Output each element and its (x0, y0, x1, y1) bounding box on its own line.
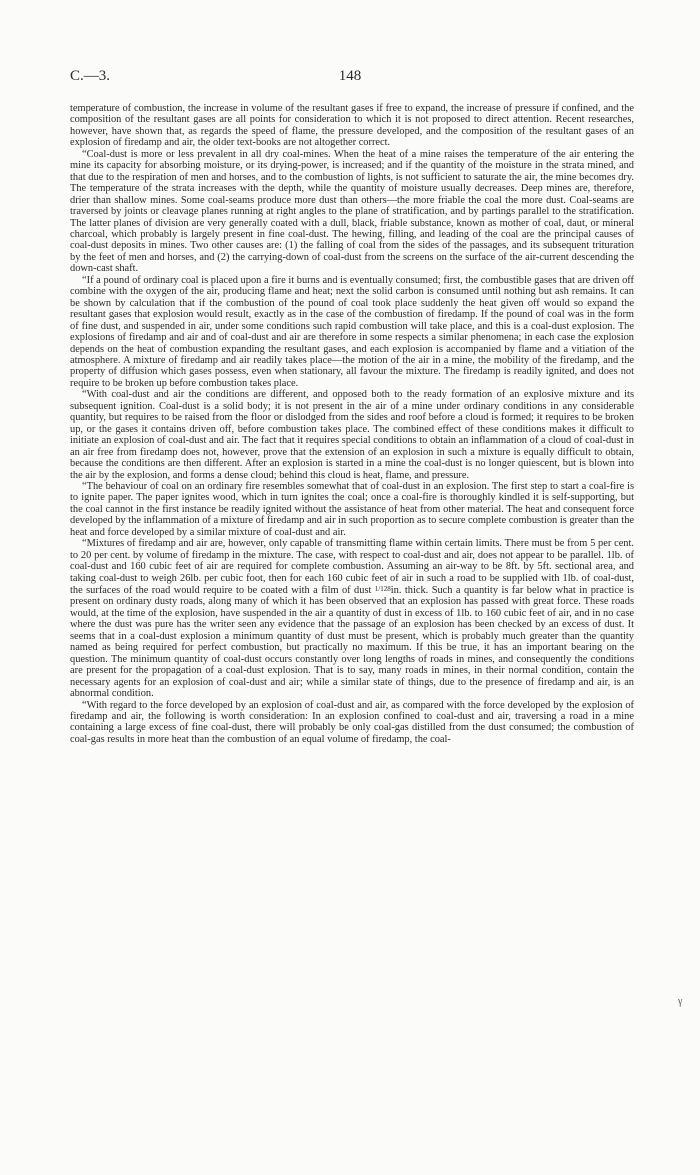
paragraph: “With coal-dust and air the conditions are different, and opposed both to the ready formation of an explosive mixture and its subsequent ignition. Coal-dust is a solid body; it is not present in the air of a mine under ordinary conditions in any considerable quantity, but requires to be raised from the floor or dislodged from the sides and roof before a cloud is formed; it requires to be broken up, or the gases it contains driven off, before combustion takes place. The combined effect of these conditions makes it difficult to initiate an explosion of coal-dust and air. The fact that it requires special conditions to obtain an inflammation of a cloud of coal-dust in an air free from firedamp does not, however, prove that the extension of an explosion in such a mixture is equally difficult to obtain, because the conditions are then different. After an explosion is started in a mine the coal-dust is no longer quiescent, but is blown into the air by the explosion, and forms a dense cloud; behind this cloud is heat, flame, and pressure. (70, 389, 634, 481)
report-reference: C.—3. (70, 68, 111, 84)
page-header (60, 68, 640, 88)
body-text (70, 103, 634, 745)
margin-mark: γ (678, 996, 683, 1007)
paragraph-text: in. thick. Such a quantity is far below what in practice is present on ordinary dusty roads, along many of which it has been observed that an explosion has passed with great force. These roads would, at the time of the explosion, have suspended in the air a quantity of dust in excess of 1lb. to 160 cubic feet of air, and in no case where the dust was pure has the writer seen any evidence that the passage of an explosion has been checked by an excess of dust. It seems that in a coal-dust explosion a minimum quantity of dust must be present, which is probably much greater than the quantity named as being required for perfect combustion, but practically no maximum. If this be true, it has an important bearing on the question. The minimum quantity of coal-dust occurs constantly over long lengths of roads in mines, and consequently the conditions are present for the propagation of a coal-dust explosion. That is to say, many roads in mines, in their normal condition, contain the necessary agents for an explosion of coal-dust and air; while a similar state of things, due to the presence of firedamp and air, is an abnormal condition. (70, 585, 634, 700)
paragraph: “If a pound of ordinary coal is placed upon a fire it burns and is eventually consumed; first, the combustible gases that are driven off combine with the oxygen of the air, producing flame and heat; next the solid carbon is consumed until nothing but ash remains. It can be shown by calculation that if the combustion of the pound of coal took place suddenly the heat given off would so expand the resultant gases that explosion would result, exactly as in the case of the combustion of firedamp. If the pound of coal was in the form of fine dust, and suspended in air, under some conditions such rapid combustion will take place, and this is a coal-dust explosion. The explosions of firedamp and air and of coal-dust and air are therefore in some respects a similar phenomena; in each case the explosion depends on the heat of combustion expanding the resultant gases, and each explosion is accompanied by flame and a vitiation of the atmosphere. A mixture of firedamp and air readily takes place—the motion of the air in a mine, the mobility of the firedamp, and the property of diffusion which gases possess, even when stationary, all favour the mixture. The firedamp is readily ignited, and does not require to be broken up before combustion takes place. (70, 274, 634, 389)
paragraph-text: “Mixtures of firedamp and air are, however, only capable of transmitting flame within certain limits. There must be from 5 per cent. to 20 per cent. by volume of firedamp in the mixture. The case, with respect to coal-dust and air, does not appear to be parallel. 1lb. of coal-dust and 160 cubic feet of air are required for complete combustion. Assuming an air-way to be 8ft. by 5ft. sectional area, and taking coal-dust to weigh 26lb. per cubic foot, then for each 160 cubic feet of air in such a road to be supplied with 1lb. of coal-dust, the surfaces of the road would require to be coated with a film of dust (70, 538, 634, 597)
paragraph: “With regard to the force developed by an explosion of coal-dust and air, as compared with the force developed by the explosion of firedamp and air, the following is worth consideration: In an explosion confined to coal-dust and air, traversing a road in a mine containing a large excess of fine coal-dust, there will probably be only coal-gas distilled from the dust consumed; the combustion of coal-gas results in more heat than the combustion of an equal volume of firedamp, the coal- (70, 699, 634, 745)
paragraph: temperature of combustion, the increase in volume of the resultant gases if free to expand, the increase of pressure if confined, and the composition of the resultant gases are all points for consideration to which it is not proposed to direct attention. Recent researches, however, have shown that, as regards the speed of flame, the pressure developed, and the composition of the resultant gases of an explosion of firedamp and air, the older text-books are not altogether correct. (70, 103, 634, 149)
paragraph: “Coal-dust is more or less prevalent in all dry coal-mines. When the heat of a mine raises the temperature of the air entering the mine its capacity for absorbing moisture, or its drying-power, is increased; and if the quantity of the moisture in the strata mined, and that due to the respiration of men and horses, and to the combustion of lights, is not sufficient to saturate the air, the mine becomes dry. The temperature of the strata increases with the depth, while the quantity of moisture usually decreases. Deep mines are, therefore, drier than shallow mines. Some coal-seams produce more dust than others—the more friable the coal the more dust. Coal-seams are traversed by joints or cleavage planes running at right angles to the plane of stratification, and by partings parallel to the stratification. The latter planes of division are very generally coated with a dull, black, friable substance, known as mother of coal, daut, or mineral charcoal, which probably is largely present in fine coal-dust. The hewing, filling, and leading of the coal are the principal causes of coal-dust deposits in mines. Two other causes are: (1) the falling of coal from the sides of the passages, and its subsequent trituration by the feet of men and horses, and (2) the carrying-down of coal-dust from the screens on the surface of the air-current descending the down-cast shaft. (70, 148, 634, 275)
fraction: 1/128 (374, 585, 391, 594)
paragraph: “The behaviour of coal on an ordinary fire resembles somewhat that of coal-dust in an explosion. The first step to start a coal-fire is to ignite paper. The paper ignites wood, which in turn ignites the coal; once a coal-fire is thoroughly kindled it is self-supporting, but the coal cannot in the first instance be readily ignited without the assistance of heat from other material. The heat and consequent force developed by the inflammation of a mixture of firedamp and air in such proportion as to secure complete combustion is greater than the heat and force developed by a similar mixture of coal-dust and air. (70, 480, 634, 538)
paragraph (70, 538, 634, 699)
page-number: 148 (338, 68, 362, 84)
